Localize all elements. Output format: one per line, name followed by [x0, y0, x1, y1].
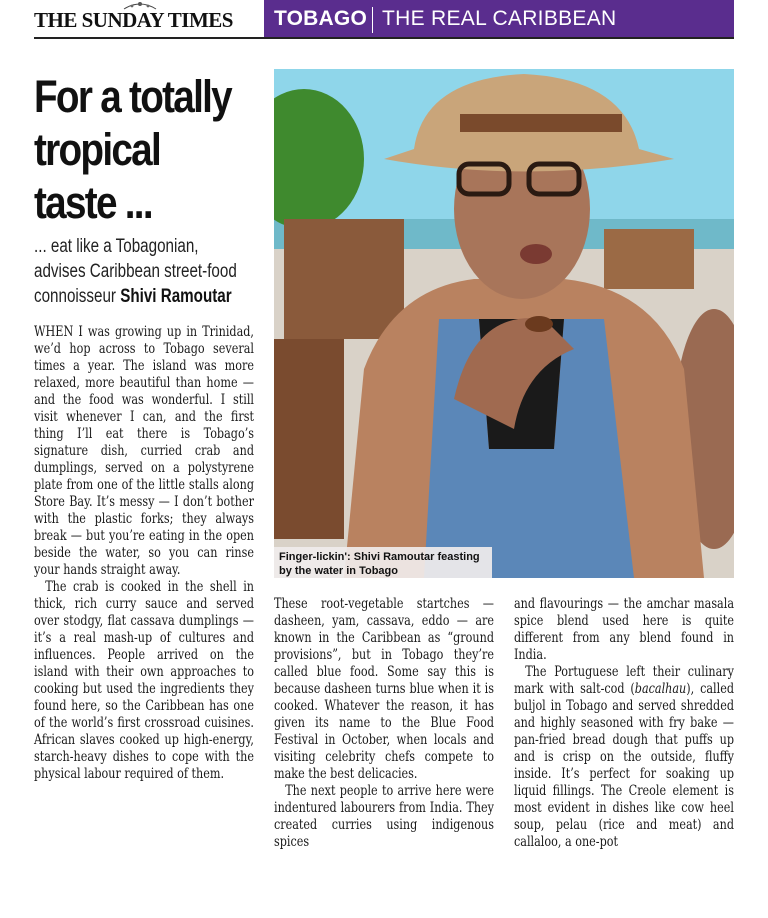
photo-illustration — [274, 69, 734, 578]
wooden-table — [604, 229, 694, 289]
newspaper-name[interactable] — [34, 0, 264, 38]
section-tagline: THE REAL CARIBBEAN — [382, 7, 617, 30]
photo-caption — [274, 547, 492, 578]
paragraph-text: The Portuguese left their culinary mark with salt-cod ( — [514, 664, 734, 697]
body-column-3 — [514, 596, 734, 851]
paragraph: The crab is cooked in the shell in thick, rich curry sauce and served over stodgy, flat cassava dumplings — it’s a real mash-up of cultures and influences. People arrived on the island with their own approaches to cooking but used the ingredients they found here, so the Caribbean has one of the world’s first crossroad cuisines. African slaves cooked up high-energy, starch-heavy dishes to cope with the physical labour required of them. — [34, 579, 255, 782]
royal-crest-icon — [122, 1, 158, 10]
masthead — [34, 0, 734, 38]
standfirst-lead: connoisseur — [34, 286, 116, 307]
section-label[interactable]: TOBAGO — [274, 7, 367, 30]
section-divider — [372, 7, 373, 33]
headline-line: taste ... — [34, 177, 152, 228]
standfirst — [34, 234, 258, 309]
body-column-2 — [274, 596, 494, 851]
wooden-chair-back — [274, 339, 344, 539]
wooden-chair — [284, 219, 404, 339]
lips — [520, 244, 552, 264]
paragraph: These root-vegetable startches — dasheen, yam, cassava, eddo — are known in the Caribbean as “ground provisions”, but in Tobago they’re called blue food. Some say this is because dasheen turns blue when it is cooked. Whatever the reason, it has given its name to the Blue Food Festival in October, when locals and visiting celebrity chefs compete to make the best delicacies. — [274, 596, 494, 782]
paragraph: WHEN I was growing up in Trinidad, we’d hop across to Tobago several times a year. The island was more relaxed, more beautiful than home — and the food was wonderful. I still visit whenever I can, and the first thing I’ll eat there is Tobago’s signature dish, curried crab and dumplings, served on a polystyrene plate from one of the little stalls along Store Bay. It’s messy — I don’t bother with the plastic forks; they always break — but you’re eating in the open beside the water, so you can rinse your hands straight away. — [34, 324, 254, 578]
headline — [34, 70, 232, 229]
standfirst-line — [34, 284, 258, 309]
masthead-rule — [34, 37, 734, 39]
paragraph: The next people to arrive here were indentured labourers from India. They created curries using indigenous spices — [274, 783, 494, 850]
byline[interactable]: Shivi Ramoutar — [120, 286, 232, 307]
caption-line: by the water in Tobago — [279, 565, 398, 577]
paragraph — [514, 664, 734, 851]
italic-term: bacalhau — [634, 681, 687, 697]
section-band — [264, 0, 734, 38]
headline-line: For a totally — [34, 71, 231, 122]
standfirst-line: advises Caribbean street-food — [34, 261, 237, 282]
crab-morsel — [525, 316, 553, 332]
headline-line: tropical — [34, 124, 161, 175]
body-column-1 — [34, 324, 254, 783]
standfirst-line: ... eat like a Tobagonian, — [34, 236, 199, 257]
paragraph: and flavourings — the amchar masala spice blend used here is quite different from any blend found in India. — [514, 596, 734, 663]
caption-line: Finger-lickin': Shivi Ramoutar feasting — [279, 551, 480, 563]
hat-band — [460, 114, 622, 132]
paragraph-text: ), called buljol in Tobago and served shredded and highly seasoned with fry bake — pan-fried bread dough that puffs up and is crisp on the outside, fluffy inside. It’s perfect for soaking up liquid fillings. The Creole element is most evident in dishes like cow heel soup, pelau (rice and meat) and callaloo, a one-pot — [514, 681, 734, 850]
newspaper-name-text: THE SUNDAY TIMES — [34, 8, 233, 32]
article-photo[interactable] — [274, 69, 734, 578]
